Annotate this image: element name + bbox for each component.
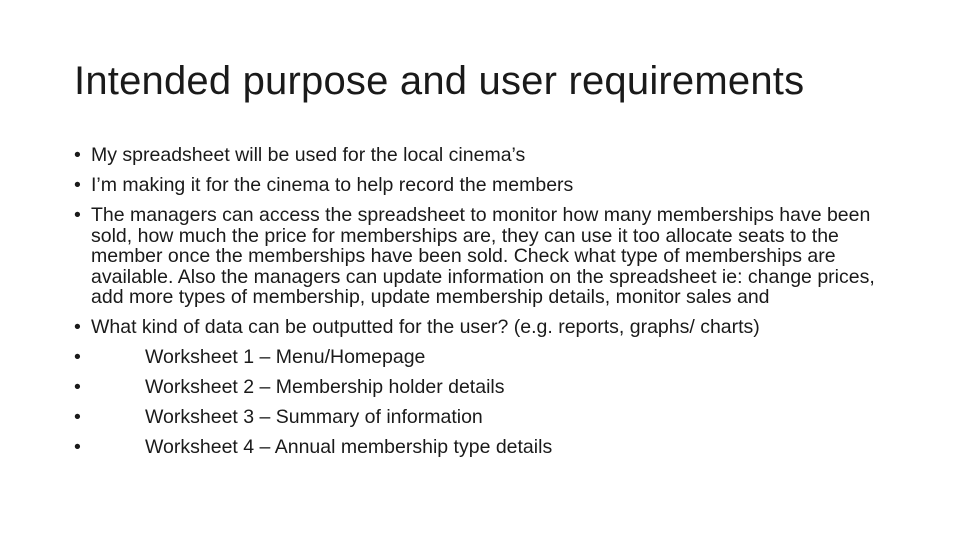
bullet-item bbox=[74, 407, 894, 428]
bullet-marker: • bbox=[74, 405, 81, 428]
bullet-marker: • bbox=[74, 375, 81, 398]
bullet-item bbox=[74, 205, 894, 308]
bullet-text: The managers can access the spreadsheet to monitor how many memberships have been sold, how much the price for memberships are, they can use it too allocate seats to the member once the memberships have been sold. Check what type of memberships are available. Also the managers can update information on the spreadsheet ie: change prices, add more types of membership, update membership details, monitor sales and bbox=[91, 204, 875, 308]
slide-title: Intended purpose and user requirements bbox=[74, 59, 805, 103]
bullet-list bbox=[74, 145, 894, 467]
bullet-item bbox=[74, 377, 894, 398]
bullet-marker: • bbox=[74, 144, 81, 166]
bullet-marker: • bbox=[74, 204, 81, 226]
bullet-item bbox=[74, 175, 894, 196]
bullet-text: My spreadsheet will be used for the local cinema’s bbox=[91, 144, 526, 166]
bullet-marker: • bbox=[74, 174, 81, 196]
bullet-text: I’m making it for the cinema to help record the members bbox=[91, 174, 574, 196]
bullet-marker: • bbox=[74, 345, 81, 368]
bullet-item bbox=[74, 347, 894, 368]
bullet-item bbox=[74, 145, 894, 166]
bullet-text: Worksheet 2 – Membership holder details bbox=[145, 375, 505, 398]
bullet-marker: • bbox=[74, 435, 81, 458]
bullet-item bbox=[74, 317, 894, 338]
bullet-marker: • bbox=[74, 315, 81, 338]
bullet-text: Worksheet 4 – Annual membership type details bbox=[145, 435, 553, 458]
bullet-item bbox=[74, 437, 894, 458]
bullet-text: Worksheet 1 – Menu/Homepage bbox=[145, 345, 426, 368]
bullet-text: Worksheet 3 – Summary of information bbox=[145, 405, 483, 428]
bullet-text: What kind of data can be outputted for the user? (e.g. reports, graphs/ charts) bbox=[91, 315, 760, 338]
